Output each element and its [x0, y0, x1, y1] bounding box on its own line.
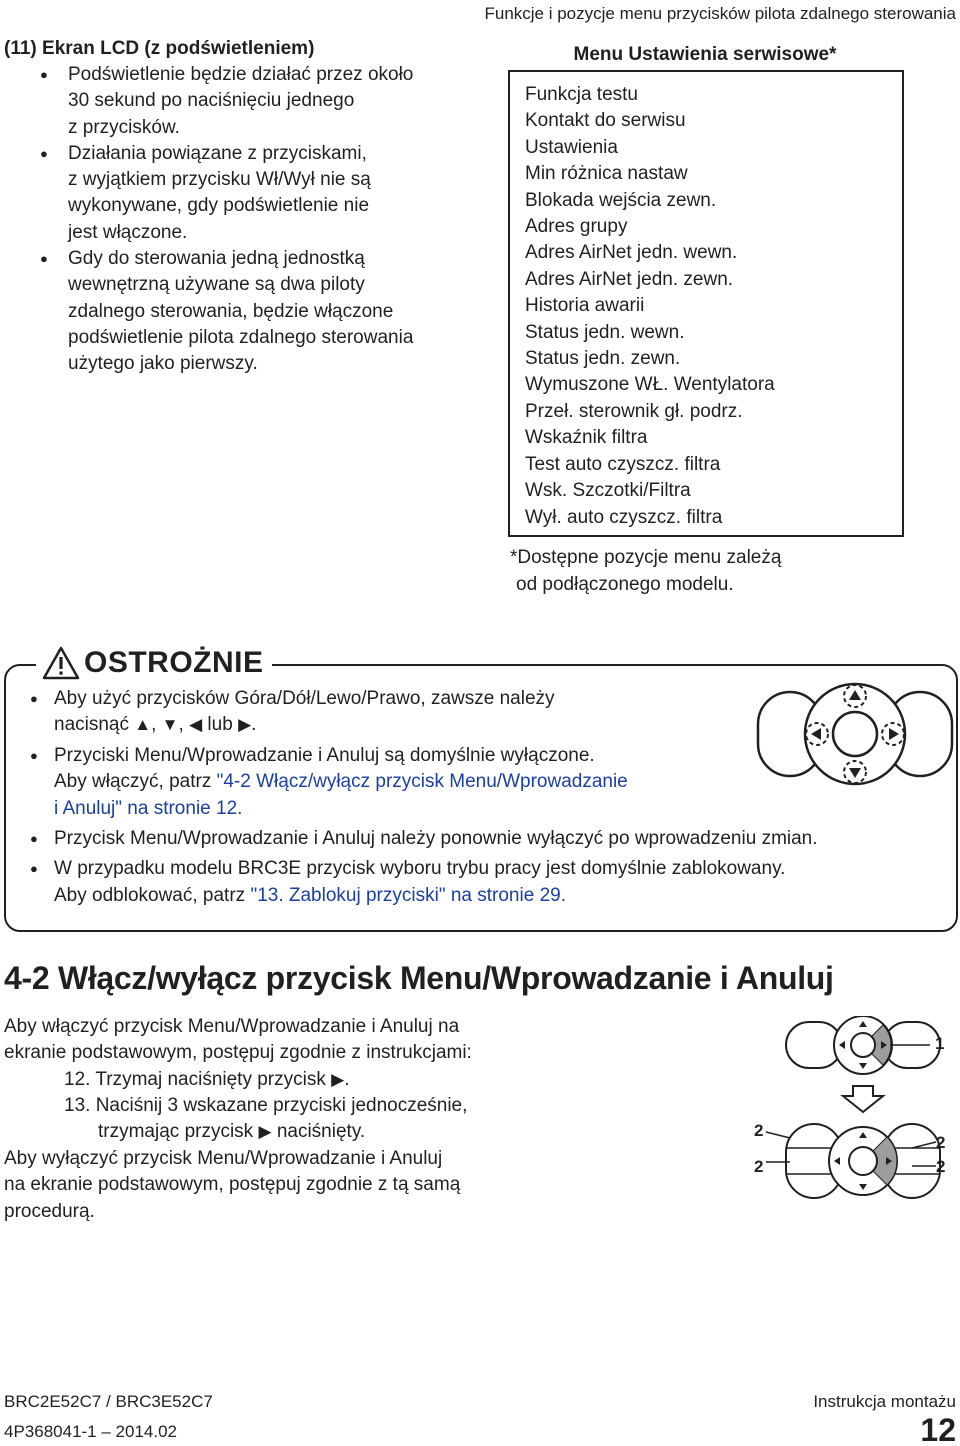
menu-item: Historia awarii: [525, 295, 645, 317]
right-arrow-icon: ▶: [258, 1122, 272, 1142]
text-span: ,: [178, 714, 190, 736]
label-2: 2: [936, 1157, 946, 1176]
lcd-bullet-1: [40, 62, 470, 141]
service-menu-title: Menu Ustawienia serwisowe*: [573, 44, 837, 65]
menu-item: Min różnica nastaw: [525, 163, 688, 185]
button-procedure-figure: [740, 1016, 958, 1206]
text-span: lub: [202, 714, 239, 736]
text-span: .: [560, 884, 566, 906]
text-span: ,: [151, 714, 162, 736]
text-span: nacisnąć: [54, 714, 135, 736]
note-line: od podłączonego modelu.: [516, 574, 734, 595]
caution-line: ● Przycisk Menu/Wprowadzanie i Anuluj należy ponownie wyłączyć po wprowadzeniu zmian.: [54, 828, 818, 850]
text-span: trzymając przycisk: [98, 1121, 259, 1143]
dpad-center-circle: [833, 712, 877, 756]
footer-doc-code: 4P368041-1 – 2014.02: [4, 1422, 177, 1441]
step-13: [64, 1093, 467, 1146]
text-span: 12. Trzymaj naciśnięty przycisk: [64, 1069, 332, 1090]
footer-manual-title: Instrukcja montażu: [813, 1392, 956, 1411]
warning-icon: [42, 646, 80, 680]
bullet-line: z przycisków.: [68, 116, 180, 138]
caution-line: ● Przyciski Menu/Wprowadzanie i Anuluj są domyślnie wyłączone.: [54, 744, 595, 766]
step-12: [64, 1067, 350, 1093]
lcd-section-title: (11) Ekran LCD (z podświetleniem): [4, 38, 315, 59]
section-intro: [4, 1014, 472, 1067]
label-2: 2: [754, 1157, 764, 1176]
lcd-bullet-2: [40, 141, 470, 246]
text-line: procedurą.: [4, 1200, 95, 1222]
text-span: Aby włączyć, patrz: [54, 771, 217, 793]
menu-item: Status jedn. zewn.: [525, 348, 681, 370]
menu-item: Wymuszone WŁ. Wentylatora: [525, 374, 775, 396]
section-heading: 4-2 Włącz/wyłącz przycisk Menu/Wprowadzanie i Anuluj: [4, 960, 834, 996]
menu-item: Adres grupy: [525, 216, 628, 238]
right-arrow-icon: ▶: [238, 715, 252, 735]
text-line: Aby włączyć przycisk Menu/Wprowadzanie i Anuluj na: [4, 1016, 460, 1037]
bullet-line: wewnętrzną używane są dwa piloty: [68, 274, 365, 296]
text-span: naciśnięty.: [271, 1121, 366, 1143]
text-span: Aby odblokować, patrz: [54, 884, 251, 906]
text-span: .: [251, 714, 257, 736]
label-2: 2: [936, 1133, 946, 1152]
right-arrow-icon: ▶: [331, 1070, 345, 1089]
bullet-line: podświetlenie pilota zdalnego sterowania: [68, 326, 414, 348]
lock-buttons-link[interactable]: "13. Zablokuj przyciski" na stronie 29: [250, 884, 561, 906]
text-line: ekranie podstawowym, postępuj zgodnie z instrukcjami:: [4, 1042, 472, 1064]
note-line: *Dostępne pozycje menu zależą: [510, 547, 782, 568]
bullet-line: wykonywane, gdy podświetlenie nie: [68, 195, 370, 217]
text-line: 13. Naciśnij 3 wskazane przyciski jednocześnie,: [64, 1095, 468, 1116]
bullet-line: ● Działania powiązane z przyciskami,: [68, 142, 367, 164]
caution-title: OSTROŻNIE: [84, 646, 264, 679]
up-arrow-icon: ▲: [134, 715, 152, 735]
footer-model: BRC2E52C7 / BRC3E52C7: [4, 1392, 213, 1411]
section-42-link-cont[interactable]: i Anuluj" na stronie 12.: [54, 797, 243, 819]
left-arrow-icon: ◀: [189, 715, 203, 735]
menu-item: Adres AirNet jedn. wewn.: [525, 242, 738, 264]
down-arrow-icon: [843, 1086, 883, 1112]
label-2: 2: [754, 1121, 764, 1140]
menu-item: Funkcja testu: [525, 84, 638, 105]
menu-item: Adres AirNet jedn. zewn.: [525, 268, 734, 290]
bullet-line: z wyjątkiem przycisku Wł/Wył nie są: [68, 169, 371, 191]
bullet-line: użytego jako pierwszy.: [68, 353, 258, 375]
menu-item: Test auto czyszcz. filtra: [525, 453, 721, 475]
caution-line: ● Aby użyć przycisków Góra/Dół/Lewo/Prawo, zawsze należy: [54, 688, 555, 709]
menu-item: Wsk. Szczotki/Filtra: [525, 480, 691, 502]
lcd-bullet-3: [40, 246, 470, 377]
menu-item: Status jedn. wewn.: [525, 321, 685, 343]
caution-bullet-4: [30, 856, 910, 909]
menu-item: Kontakt do serwisu: [525, 110, 686, 132]
text-line: na ekranie podstawowym, postępuj zgodnie z tą samą: [4, 1174, 461, 1196]
label-1: 1: [935, 1034, 945, 1053]
remote-buttons-diagram: [756, 682, 954, 786]
page-number: 12: [920, 1412, 956, 1446]
bullet-line: 30 sekund po naciśnięciu jednego: [68, 90, 355, 112]
bullet-line: zdalnego sterowania, będzie włączone: [68, 300, 394, 322]
bullet-line: ● Podświetlenie będzie działać przez około: [68, 64, 414, 85]
section-42-link[interactable]: "4-2 Włącz/wyłącz przycisk Menu/Wprowadzanie: [216, 771, 628, 793]
text-line: Aby wyłączyć przycisk Menu/Wprowadzanie i Anuluj: [4, 1148, 443, 1169]
down-arrow-icon: ▼: [161, 715, 179, 735]
caution-bullet-3: [30, 826, 910, 852]
caution-line: [54, 883, 910, 909]
service-menu-note: [510, 544, 781, 598]
remote-step-2: [766, 1124, 940, 1198]
text-span: .: [344, 1069, 350, 1090]
bullet-line: jest włączone.: [68, 221, 188, 243]
running-header: Funkcje i pozycje menu przycisków pilota zdalnego sterowania: [484, 4, 956, 23]
menu-item: Blokada wejścia zewn.: [525, 189, 717, 211]
menu-item: Przeł. sterownik gł. podrz.: [525, 400, 743, 422]
caution-line: ● W przypadku modelu BRC3E przycisk wyboru trybu pracy jest domyślnie zablokowany.: [54, 858, 786, 880]
text-line: [64, 1119, 467, 1145]
remote-step-1: [786, 1016, 940, 1074]
section-outro: [4, 1146, 460, 1225]
menu-item: Wskaźnik filtra: [525, 427, 648, 449]
lcd-bullet-list: [40, 62, 470, 378]
menu-item: Ustawienia: [525, 136, 618, 158]
caution-line: [54, 796, 910, 822]
menu-item: Wył. auto czyszcz. filtra: [525, 506, 723, 528]
caution-header: [36, 646, 272, 680]
service-menu-box: [508, 70, 904, 537]
bullet-line: ● Gdy do sterowania jedną jednostką: [68, 248, 365, 270]
